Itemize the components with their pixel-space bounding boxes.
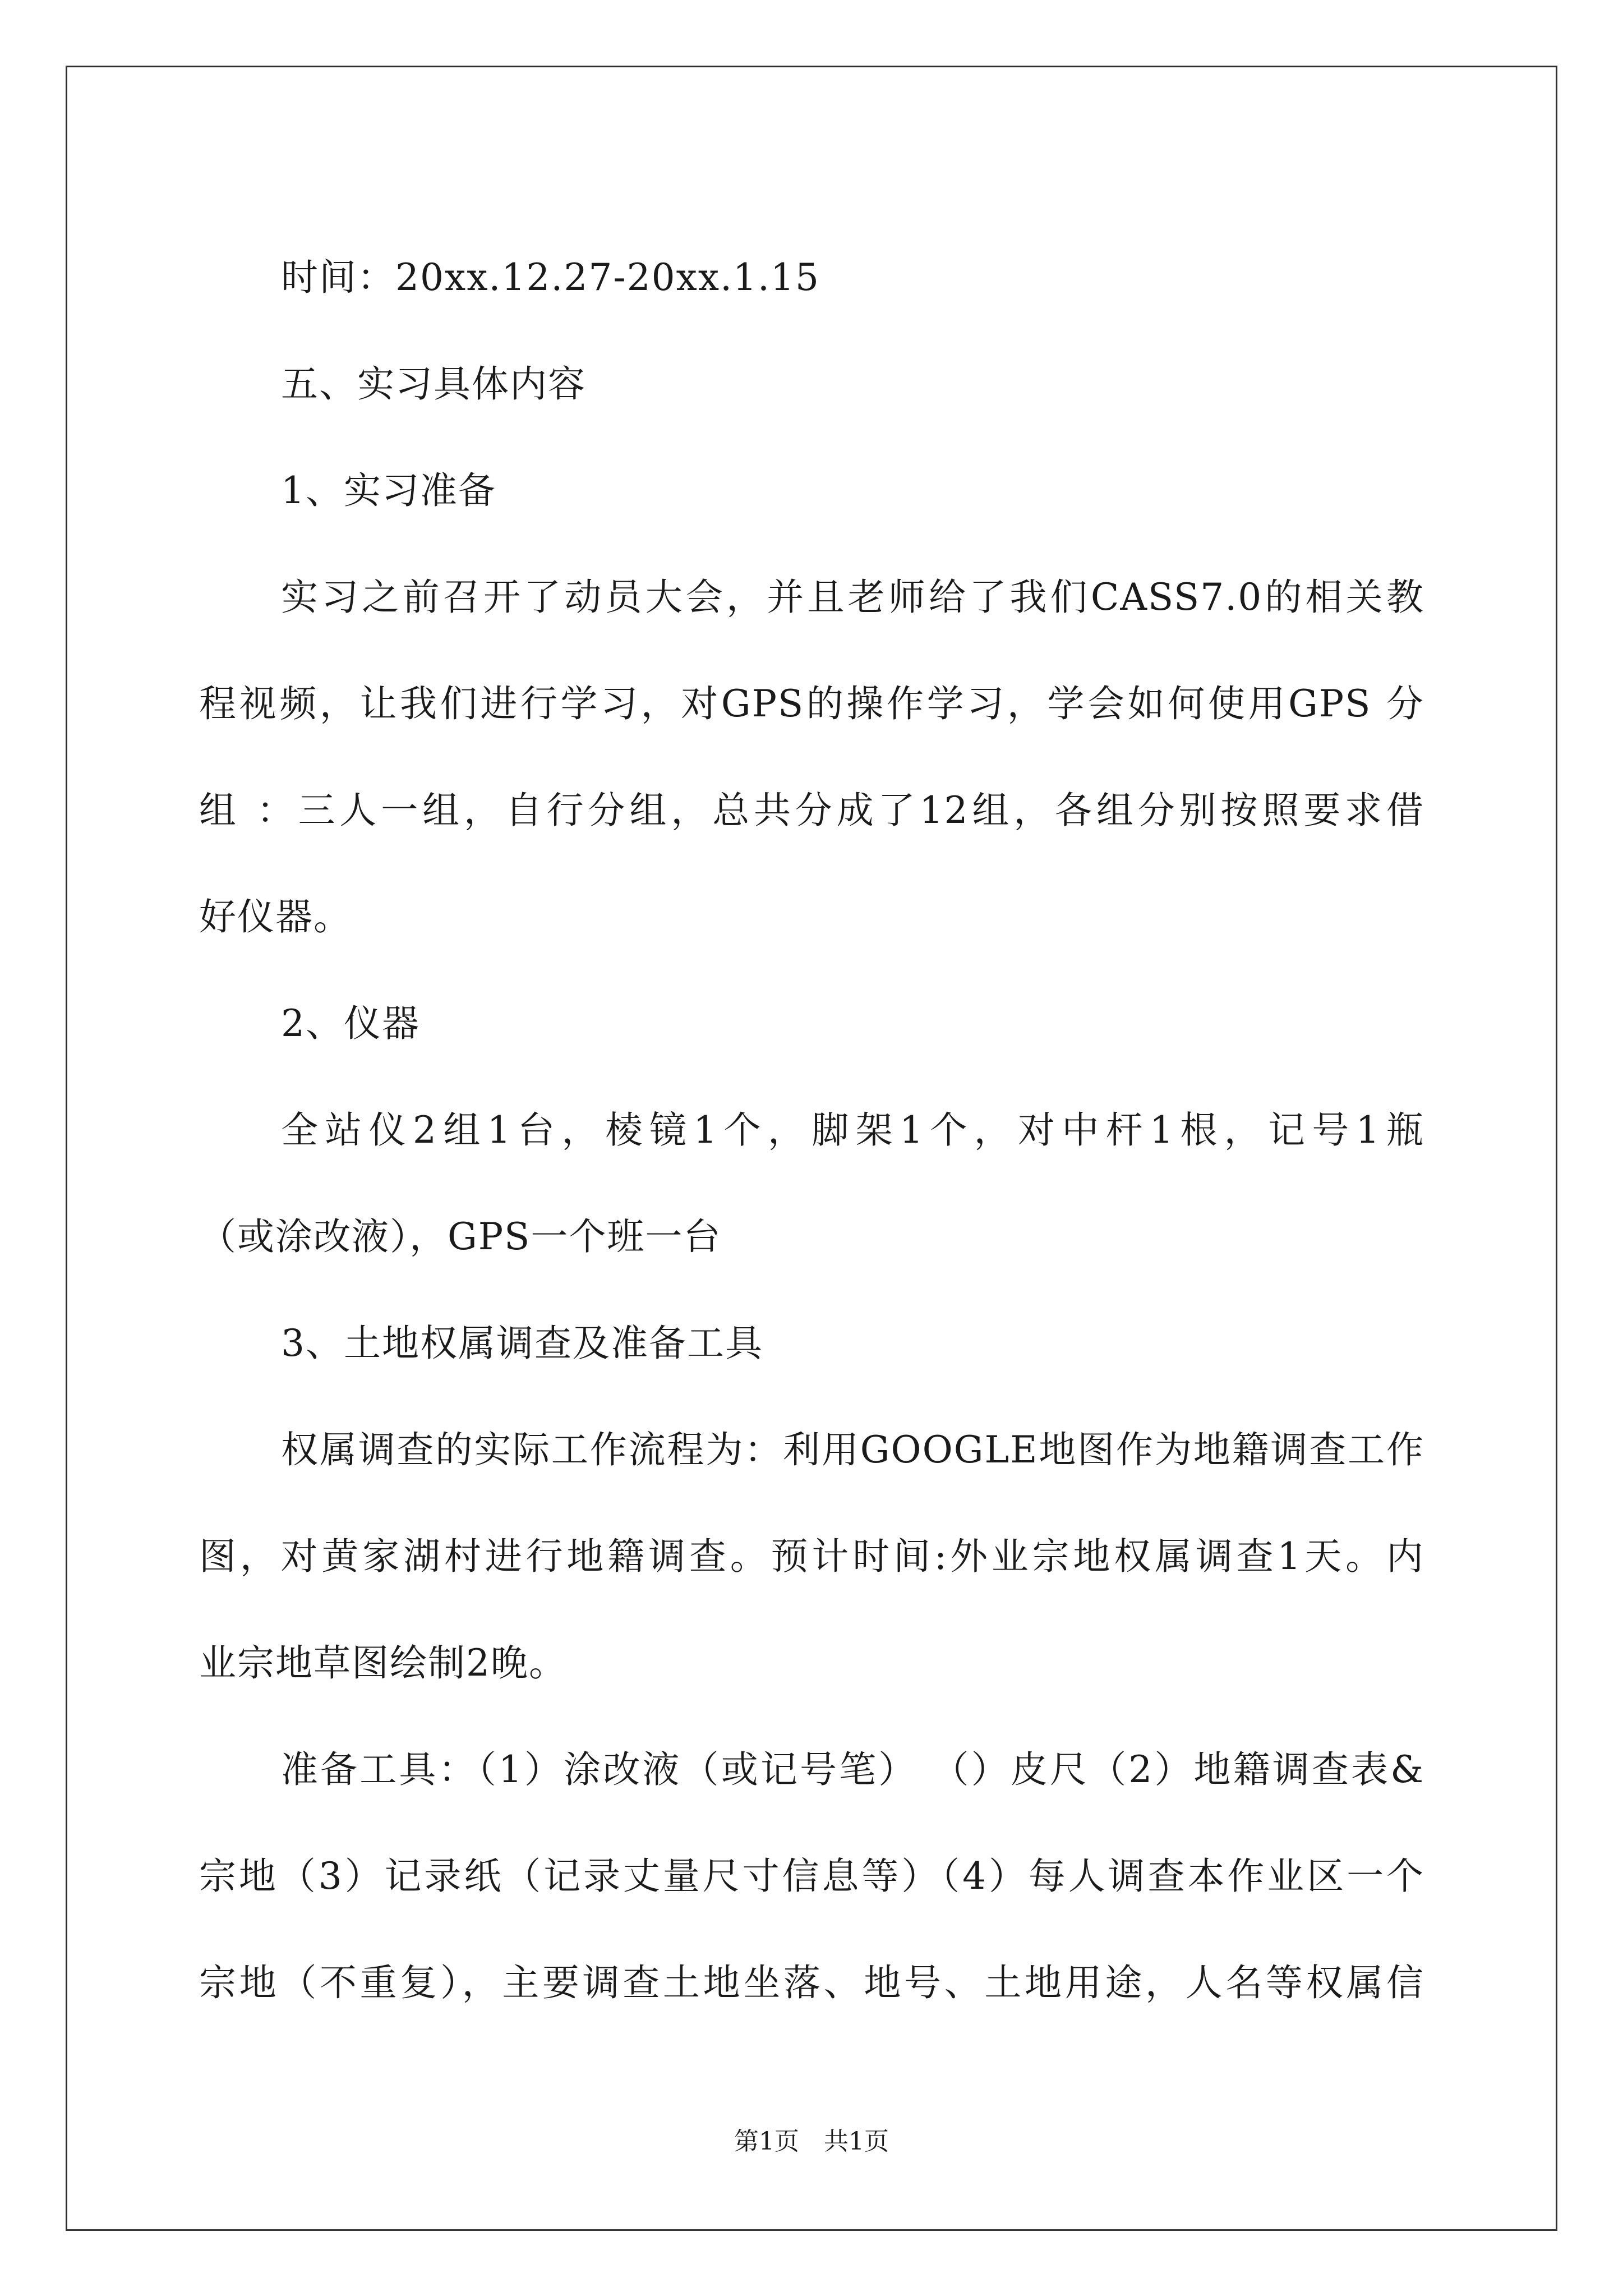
paragraph-line: 宗地（3）记录纸（记录丈量尺寸信息等）（4）每人调查本作业区一个 xyxy=(199,1855,1424,1898)
paragraph-line-time: 时间：20xx.12.27-20xx.1.15 xyxy=(281,256,820,299)
paragraph-line: 组 ：三人一组，自行分组，总共分成了12组，各组分别按照要求借 xyxy=(199,789,1424,832)
page-total: 共1页 xyxy=(824,2127,889,2156)
page-footer xyxy=(0,2125,1623,2159)
subheading-land-ownership-survey: 3、土地权属调查及准备工具 xyxy=(281,1322,763,1365)
section-heading-internship-content: 五、实习具体内容 xyxy=(281,362,586,406)
subheading-preparation: 1、实习准备 xyxy=(281,469,496,512)
paragraph-line: 宗地（不重复），主要调查土地坐落、地号、土地用途，人名等权属信 xyxy=(199,1961,1424,2004)
paragraph-line: 准备工具：（1）涂改液（或记号笔） （）皮尺（2）地籍调查表& xyxy=(281,1748,1424,1791)
paragraph-line: 实习之前召开了动员大会，并且老师给了我们CASS7.0的相关教 xyxy=(281,576,1424,619)
document-body xyxy=(199,224,1424,2036)
paragraph-line: 图，对黄家湖村进行地籍调查。预计时间:外业宗地权属调查1天。内 xyxy=(199,1535,1424,1578)
subheading-instruments: 2、仪器 xyxy=(281,1002,420,1045)
page-number: 第1页 xyxy=(734,2127,799,2156)
paragraph-line: 业宗地草图绘制2晚。 xyxy=(199,1641,567,1685)
paragraph-line: 程视频，让我们进行学习，对GPS的操作学习，学会如何使用GPS 分 xyxy=(199,682,1424,725)
paragraph-line: （或涂改液），GPS一个班一台 xyxy=(199,1215,722,1258)
paragraph-line: 权属调查的实际工作流程为：利用GOOGLE地图作为地籍调查工作 xyxy=(281,1428,1424,1471)
paragraph-line: 好仪器。 xyxy=(199,895,352,938)
paragraph-line: 全站仪2组1台，棱镜1个，脚架1个，对中杆1根，记号1瓶 xyxy=(281,1108,1424,1152)
